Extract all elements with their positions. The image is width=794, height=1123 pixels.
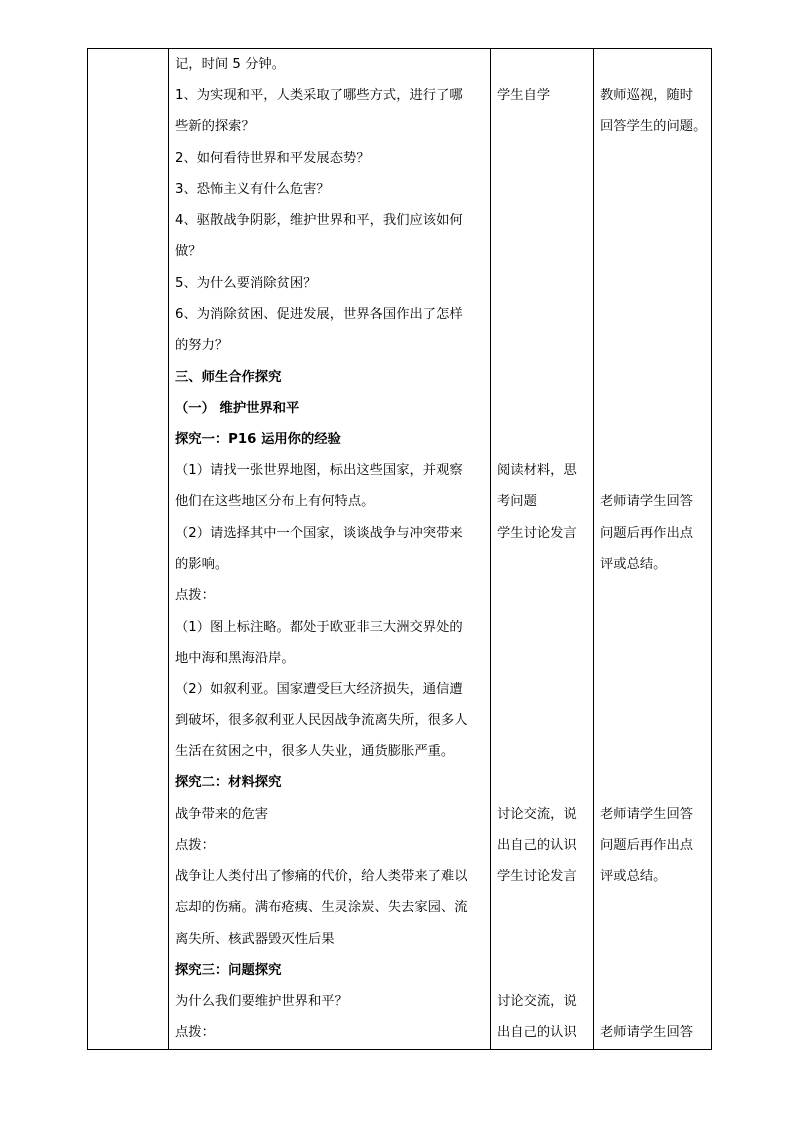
content-line: 1、为实现和平，人类采取了哪些方式，进行了哪 (175, 88, 463, 103)
content-line: 生活在贫困之中，很多人失业，通货膨胀严重。 (175, 744, 455, 759)
section-heading: 三、师生合作探究 (175, 370, 282, 385)
empty-section-cell (88, 49, 169, 1050)
teacher-activity-line: 问题后再作出点 (600, 526, 694, 541)
inquiry-heading: 探究二：材料探究 (175, 775, 282, 790)
teacher-activity-line: 老师请学生回答 (600, 1025, 694, 1040)
teacher-activity-line: 老师请学生回答 (600, 494, 694, 509)
content-line: 2、如何看待世界和平发展态势？ (175, 151, 370, 166)
content-line: 点拨： (175, 1025, 215, 1040)
content-line: 为什么我们要维护世界和平？ (175, 994, 348, 1009)
student-activity-line: 出自己的认识 (497, 1025, 577, 1040)
content-line: 3、恐怖主义有什么危害？ (175, 182, 330, 197)
content-line: 的努力？ (175, 338, 229, 353)
subsection-heading: （一） 维护世界和平 (175, 401, 300, 416)
content-line: 5、为什么要消除贫困？ (175, 276, 317, 291)
content-line: （1）图上标注略。都处于欧亚非三大洲交界处的 (175, 620, 463, 635)
content-line: 点拨： (175, 838, 215, 853)
teacher-activity-line: 评或总结。 (600, 557, 667, 572)
teacher-activity-line: 老师请学生回答 (600, 807, 694, 822)
content-line: 到破坏，很多叙利亚人民因战争流离失所，很多人 (175, 713, 468, 728)
student-activity-line: 学生讨论发言 (497, 869, 577, 884)
content-line: （2）如叙利亚。国家遭受巨大经济损失，通信遭 (175, 682, 463, 697)
content-line: 他们在这些地区分布上有何特点。 (175, 494, 375, 509)
content-line: 地中海和黑海沿岸。 (175, 651, 295, 666)
content-line: 离失所、核武器毁灭性后果 (175, 932, 335, 947)
content-line: 些新的探索？ (175, 119, 255, 134)
student-activity-line: 考问题 (497, 494, 537, 509)
teacher-activity-line: 评或总结。 (600, 869, 667, 884)
student-activity-line: 讨论交流，说 (497, 807, 577, 822)
inquiry-heading: 探究三：问题探究 (175, 963, 282, 978)
content-line: 的影响。 (175, 557, 229, 572)
table-row (88, 49, 712, 1050)
student-activity-line: 出自己的认识 (497, 838, 577, 853)
student-activity-line: 学生自学 (497, 88, 551, 103)
content-line: （1）请找一张世界地图，标出这些国家，并观察 (175, 463, 463, 478)
content-line: （2）请选择其中一个国家，谈谈战争与冲突带来 (175, 526, 463, 541)
content-line: 忘却的伤痛。满布疮痍、生灵涂炭、失去家园、流 (175, 900, 468, 915)
teacher-activity-line: 回答学生的问题。 (600, 119, 707, 134)
student-activity-line: 阅读材料，思 (497, 463, 577, 478)
teacher-activity-cell (594, 49, 712, 1050)
student-activity-cell (491, 49, 594, 1050)
content-line: 战争让人类付出了惨痛的代价，给人类带来了难以 (175, 869, 468, 884)
content-line: 点拨： (175, 588, 215, 603)
teacher-activity-line: 问题后再作出点 (600, 838, 694, 853)
content-line: 4、驱散战争阴影，维护世界和平，我们应该如何 (175, 213, 463, 228)
lesson-plan-table (87, 48, 712, 1050)
content-line: 战争带来的危害 (175, 807, 269, 822)
content-line: 做？ (175, 244, 202, 259)
content-line: 记，时间 5 分钟。 (175, 57, 285, 72)
student-activity-line: 讨论交流，说 (497, 994, 577, 1009)
inquiry-heading: 探究一：P16 运用你的经验 (175, 432, 341, 447)
content-line: 6、为消除贫困、促进发展，世界各国作出了怎样 (175, 307, 463, 322)
student-activity-line: 学生讨论发言 (497, 526, 577, 541)
teaching-content-cell (169, 49, 491, 1050)
teacher-activity-line: 教师巡视，随时 (600, 88, 694, 103)
